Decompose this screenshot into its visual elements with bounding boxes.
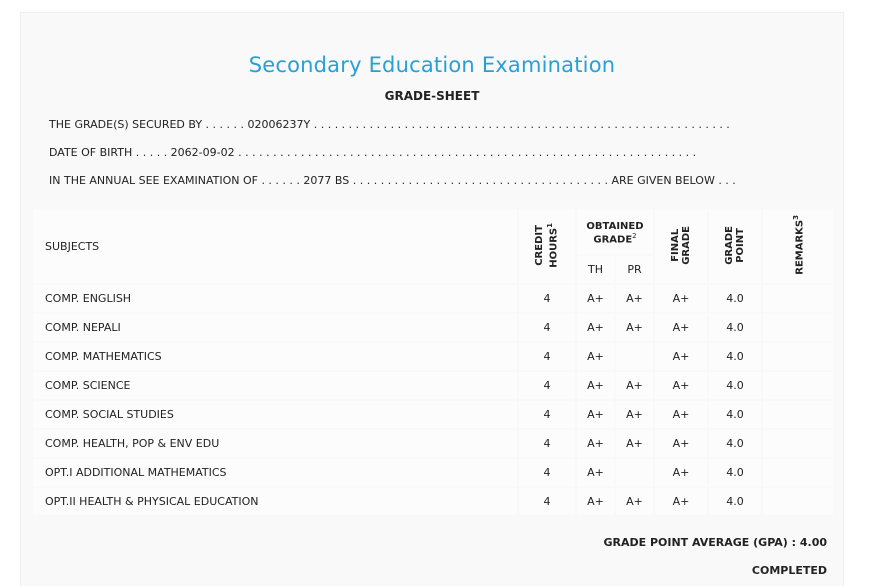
grade-point-cell: 4.0: [709, 314, 761, 341]
sheet-subtitle: GRADE-SHEET: [384, 89, 480, 103]
remarks-cell: [763, 459, 833, 486]
exam-line: IN THE ANNUAL SEE EXAMINATION OF . . . . . . 2077 BS . . . . . . . . . . . . . . . . . . . . . . . . . . . . . . . . . . . . . ARE GIVEN BELOW . . .: [49, 174, 736, 187]
th-cell: A+: [577, 459, 614, 486]
table-row: [33, 343, 833, 370]
remarks-cell: [763, 343, 833, 370]
subject-cell: OPT.I ADDITIONAL MATHEMATICS: [33, 459, 517, 486]
remarks-cell: [763, 314, 833, 341]
obtained-grade-header: OBTAINED GRADE$^2$: [577, 210, 653, 254]
remarks-cell: [763, 372, 833, 399]
remarks-cell: [763, 401, 833, 428]
remarks-cell: [763, 488, 833, 515]
table-row: [33, 372, 833, 399]
secured-by-line: THE GRADE(S) SECURED BY . . . . . . 02006237Y . . . . . . . . . . . . . . . . . . . . . . . . . . . . . . . . . . . . . . . . . . . . . . . . . . . . . . . . . . . .: [49, 118, 730, 131]
grade-point-header: GRADE POINT: [709, 210, 761, 283]
credit-cell: 4: [519, 343, 575, 370]
subject-cell: COMP. HEALTH, POP & ENV EDU: [33, 430, 517, 457]
remarks-cell: [763, 285, 833, 312]
table-row: [33, 314, 833, 341]
date-of-birth-line: DATE OF BIRTH . . . . . 2062-09-02 . . . . . . . . . . . . . . . . . . . . . . . . . . . . . . . . . . . . . . . . . . . . . . . . . . . . . . . . . . . . . . . . . .: [49, 146, 697, 159]
pr-cell: [616, 459, 653, 486]
th-cell: A+: [577, 488, 614, 515]
subject-cell: OPT.II HEALTH & PHYSICAL EDUCATION: [33, 488, 517, 515]
pr-cell: A+: [616, 488, 653, 515]
final-grade-cell: A+: [655, 488, 707, 515]
final-grade-cell: A+: [655, 430, 707, 457]
credit-hours-header: CREDIT HOURS$^1$: [519, 210, 575, 283]
th-cell: A+: [577, 372, 614, 399]
th-cell: A+: [577, 343, 614, 370]
credit-cell: 4: [519, 401, 575, 428]
grade-point-cell: 4.0: [709, 343, 761, 370]
pr-cell: A+: [616, 285, 653, 312]
exam-title: Secondary Education Examination: [248, 53, 616, 77]
grade-point-cell: 4.0: [709, 285, 761, 312]
th-cell: A+: [577, 430, 614, 457]
subject-cell: COMP. ENGLISH: [33, 285, 517, 312]
pr-cell: A+: [616, 430, 653, 457]
pr-cell: [616, 343, 653, 370]
remarks-cell: [763, 430, 833, 457]
credit-cell: 4: [519, 285, 575, 312]
credit-cell: 4: [519, 488, 575, 515]
pr-header: PR: [616, 256, 653, 283]
pr-cell: A+: [616, 314, 653, 341]
th-cell: A+: [577, 401, 614, 428]
final-grade-header: FINAL GRADE: [655, 210, 707, 283]
table-row: [33, 488, 833, 515]
final-grade-cell: A+: [655, 459, 707, 486]
subjects-header: SUBJECTS: [33, 210, 517, 283]
table-row: [33, 285, 833, 312]
th-cell: A+: [577, 314, 614, 341]
final-grade-cell: A+: [655, 343, 707, 370]
table-header-row: [33, 210, 833, 254]
subject-cell: COMP. SOCIAL STUDIES: [33, 401, 517, 428]
gpa-summary: GRADE POINT AVERAGE (GPA) : 4.00: [603, 536, 827, 549]
grade-point-cell: 4.0: [709, 401, 761, 428]
table-row: [33, 401, 833, 428]
pr-cell: A+: [616, 372, 653, 399]
th-cell: A+: [577, 285, 614, 312]
grades-table: [31, 208, 835, 517]
credit-cell: 4: [519, 372, 575, 399]
grade-sheet: [20, 12, 844, 586]
credit-cell: 4: [519, 314, 575, 341]
grade-point-cell: 4.0: [709, 372, 761, 399]
table-row: [33, 459, 833, 486]
final-grade-cell: A+: [655, 285, 707, 312]
final-grade-cell: A+: [655, 372, 707, 399]
grade-point-cell: 4.0: [709, 430, 761, 457]
th-header: TH: [577, 256, 614, 283]
subject-cell: COMP. NEPALI: [33, 314, 517, 341]
pr-cell: A+: [616, 401, 653, 428]
credit-cell: 4: [519, 459, 575, 486]
subject-cell: COMP. SCIENCE: [33, 372, 517, 399]
subject-cell: COMP. MATHEMATICS: [33, 343, 517, 370]
remarks-header: REMARKS$^3$: [763, 210, 833, 283]
grade-point-cell: 4.0: [709, 459, 761, 486]
table-row: [33, 430, 833, 457]
final-grade-cell: A+: [655, 401, 707, 428]
completion-status: COMPLETED: [751, 564, 827, 577]
final-grade-cell: A+: [655, 314, 707, 341]
grade-point-cell: 4.0: [709, 488, 761, 515]
credit-cell: 4: [519, 430, 575, 457]
